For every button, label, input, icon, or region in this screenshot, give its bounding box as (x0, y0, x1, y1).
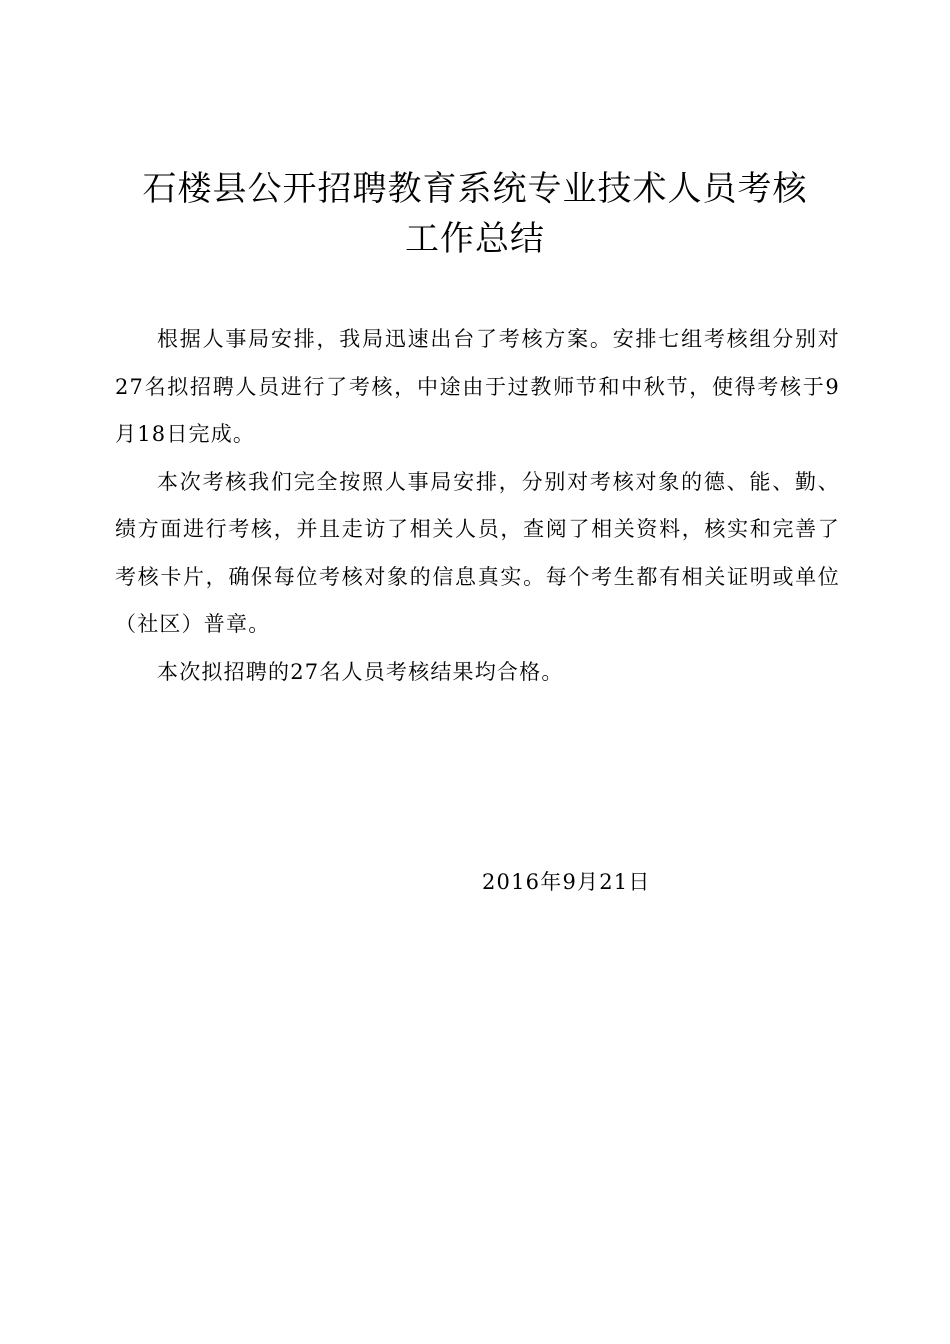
document-title-line-1: 石楼县公开招聘教育系统专业技术人员考核 (142, 169, 808, 209)
paragraph-assessment-method: 本次考核我们完全按照人事局安排，分别对考核对象的德、能、勤、绩方面进行考核，并且走访了相关人员，查阅了相关资料，核实和完善了考核卡片，确保每位考核对象的信息真实。每个考生都有相关证明或单位（社区）普章。 (115, 469, 840, 636)
document-date: 2016年9月21日 (482, 870, 651, 894)
paragraph-assessment-result: 本次拟招聘的27名人员考核结果均合格。 (157, 659, 564, 684)
paragraph-assessment-process: 根据人事局安排，我局迅速出台了考核方案。安排七组考核组分别对27名拟招聘人员进行了考核，中途由于过教师节和中秋节，使得考核于9月18日完成。 (115, 327, 840, 446)
document-body (115, 316, 840, 696)
document-title-line-2: 工作总结 (405, 219, 545, 259)
